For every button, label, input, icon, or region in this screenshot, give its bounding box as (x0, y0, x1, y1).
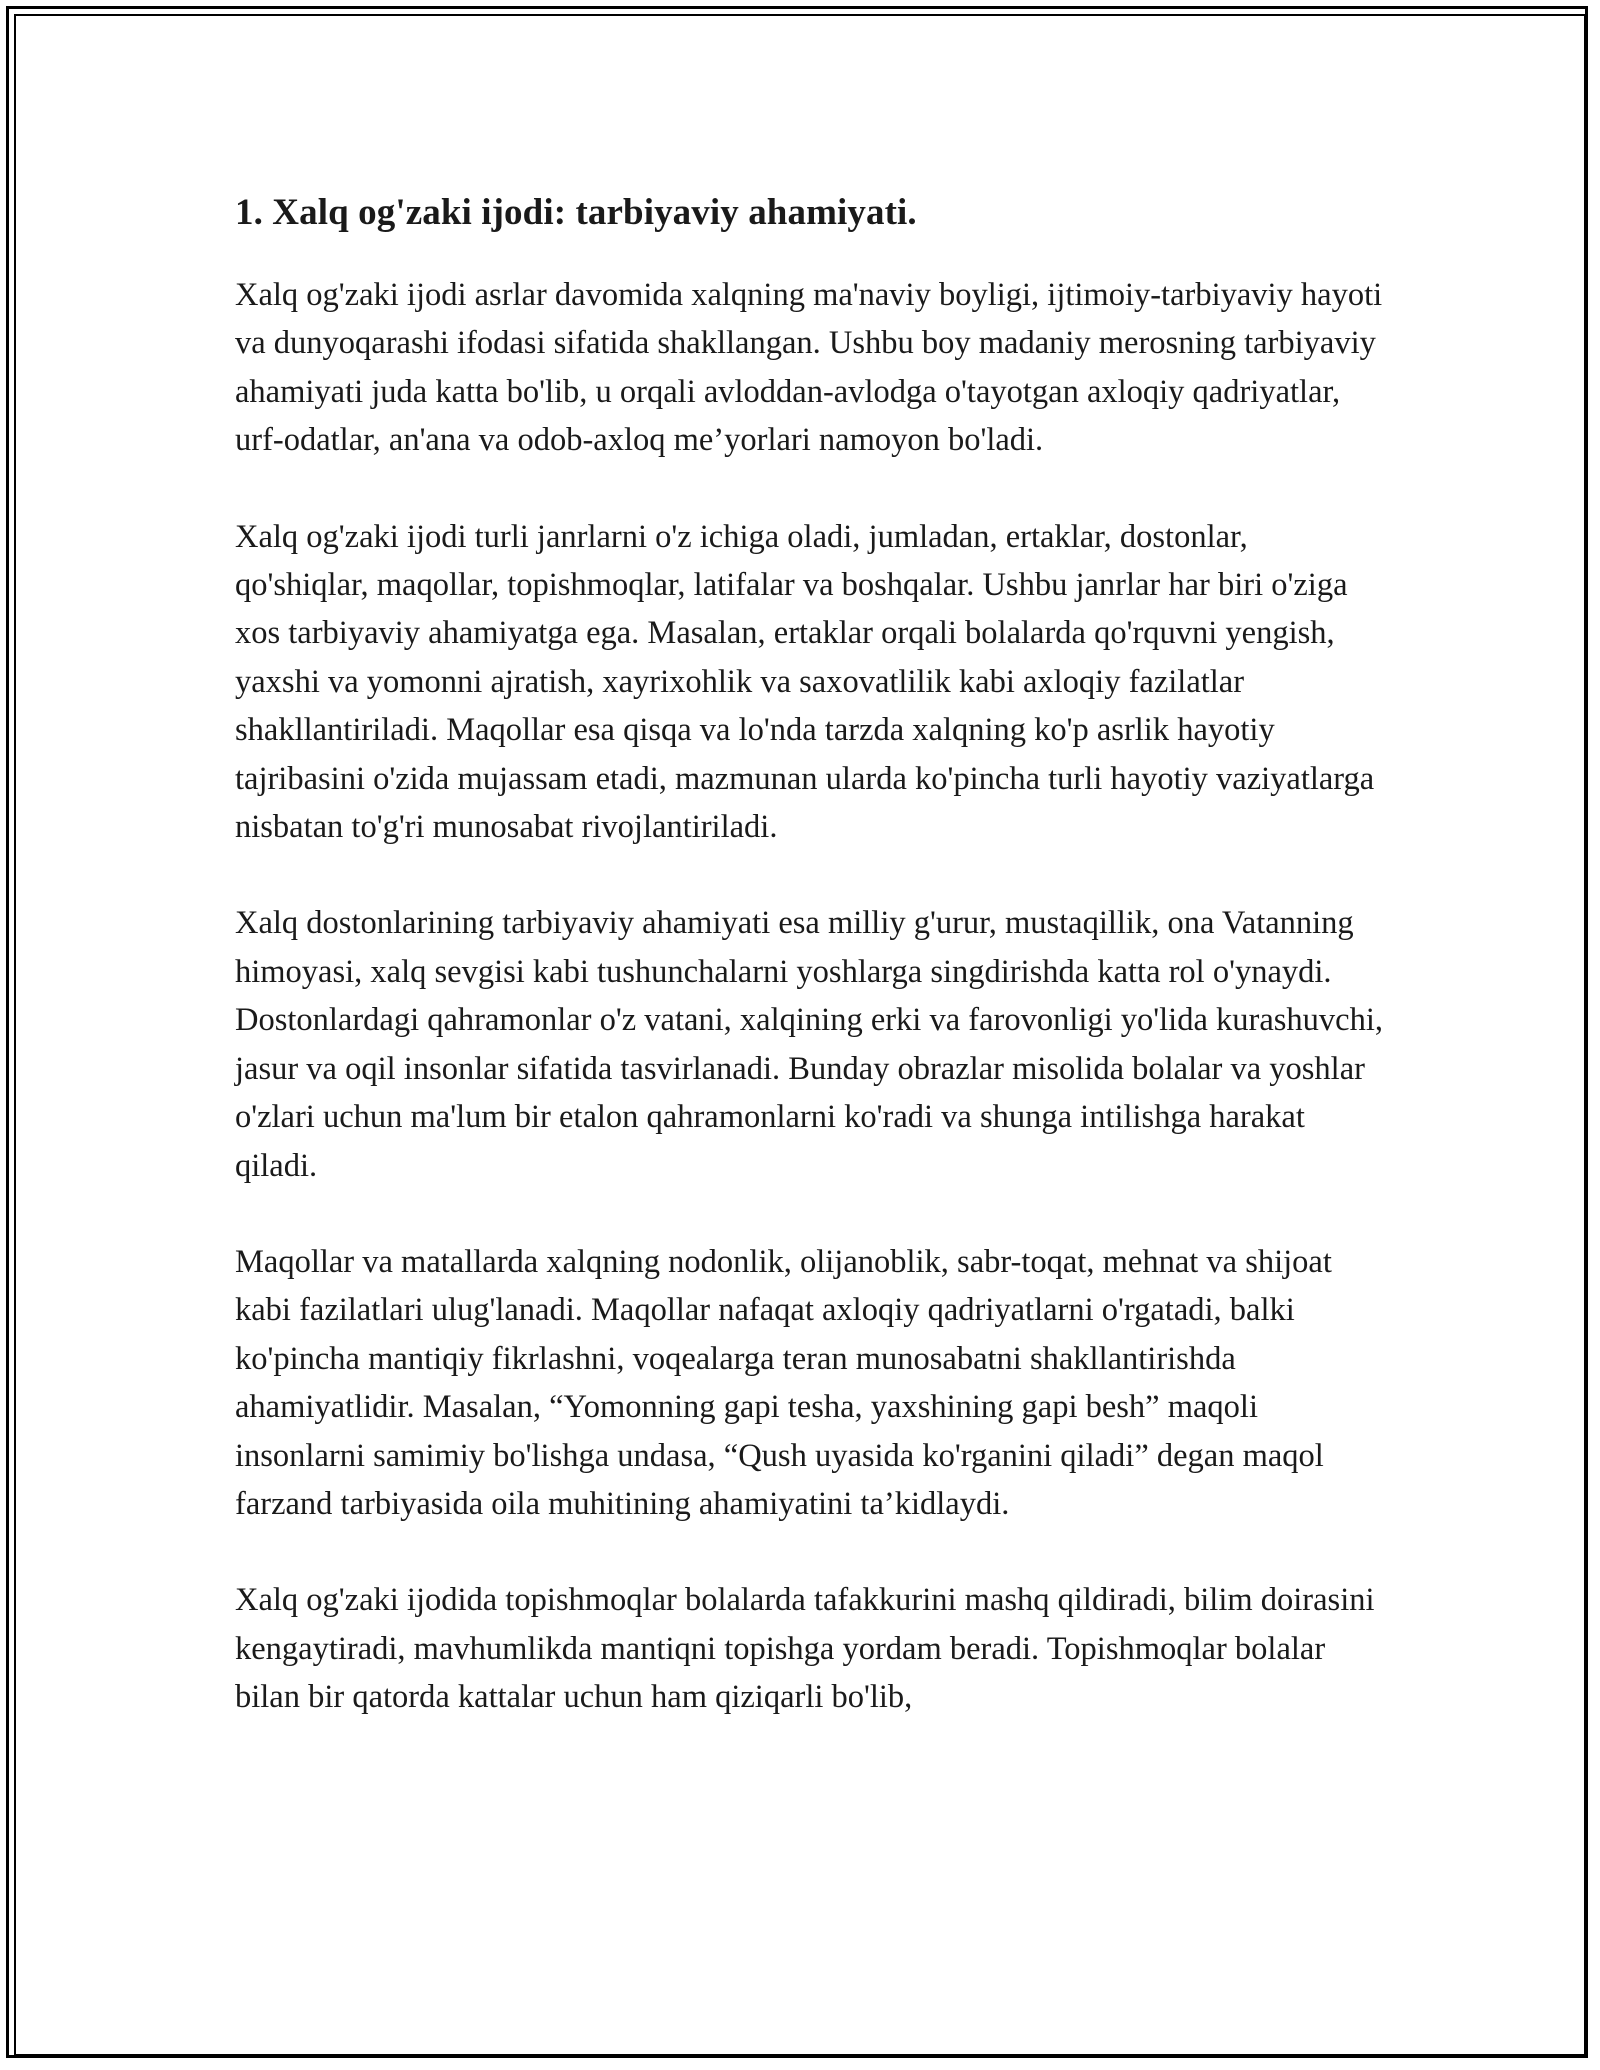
paragraph-1: Xalq og'zaki ijodi asrlar davomida xalqning ma'naviy boyligi, ijtimoiy-tarbiyaviy hayoti va dunyoqarashi ifodasi sifatida shakllangan. Ushbu boy madaniy merosning tarbiyaviy ahamiyati juda katta bo'lib, u orqali avloddan-avlodga o'tayotgan axloqiy qadriyatlar, urf-odatlar, an'ana va odob-axloq me’yorlari namoyon bo'ladi. (235, 277, 1383, 459)
section-heading: 1. Xalq og'zaki ijodi: tarbiyaviy ahamiyati. (235, 192, 917, 233)
document-body (235, 185, 1385, 1770)
paragraph-5: Xalq og'zaki ijodida topishmoqlar bolalarda tafakkurini mashq qildiradi, bilim doirasini kengaytiradi, mavhumlikda mantiqni topishga yordam beradi. Topishmoqlar bolalar bilan bir qatorda kattalar uchun ham qiziqarli bo'lib, (235, 1582, 1375, 1716)
paragraph-3: Xalq dostonlarining tarbiyaviy ahamiyati esa milliy g'urur, mustaqillik, ona Vatanning himoyasi, xalq sevgisi kabi tushunchalarni yoshlarga singdirishda katta rol o'ynaydi. Dostonlardagi qahramonlar o'z vatani, xalqining erki va farovonligi yo'lida kurashuvchi, jasur va oqil insonlar sifatida tasvirlanadi. Bunday obrazlar misolida bolalar va yoshlar o'zlari uchun ma'lum bir etalon qahramonlarni ko'radi va shunga intilishga harakat qiladi. (235, 905, 1383, 1184)
paragraph-4: Maqollar va matallarda xalqning nodonlik, olijanoblik, sabr-toqat, mehnat va shijoat kabi fazilatlari ulug'lanadi. Maqollar nafaqat axloqiy qadriyatlarni o'rgatadi, balki ko'pincha mantiqiy fikrlashni, voqealarga teran munosabatni shakllantirishda ahamiyatlidir. Masalan, “Yomonning gapi tesha, yaxshining gapi besh” maqoli insonlarni samimiy bo'lishga undasa, “Qush uyasida ko'rganini qiladi” degan maqol farzand tarbiyasida oila muhitining ahamiyatini ta’kidlaydi. (235, 1243, 1332, 1522)
paragraph-2: Xalq og'zaki ijodi turli janrlarni o'z ichiga oladi, jumladan, ertaklar, dostonlar, qo'shiqlar, maqollar, topishmoqlar, latifalar va boshqalar. Ushbu janrlar har biri o'ziga xos tarbiyaviy ahamiyatga ega. Masalan, ertaklar orqali bolalarda qo'rquvni yengish, yaxshi va yomonni ajratish, xayrixohlik va saxovatlilik kabi axloqiy fazilatlar shakllantiriladi. Maqollar esa qisqa va lo'nda tarzda xalqning ko'p asrlik hayotiy tajribasini o'zida mujassam etadi, mazmunan ularda ko'pincha turli hayotiy vaziyatlarga nisbatan to'g'ri munosabat rivojlantiriladi. (235, 518, 1375, 846)
